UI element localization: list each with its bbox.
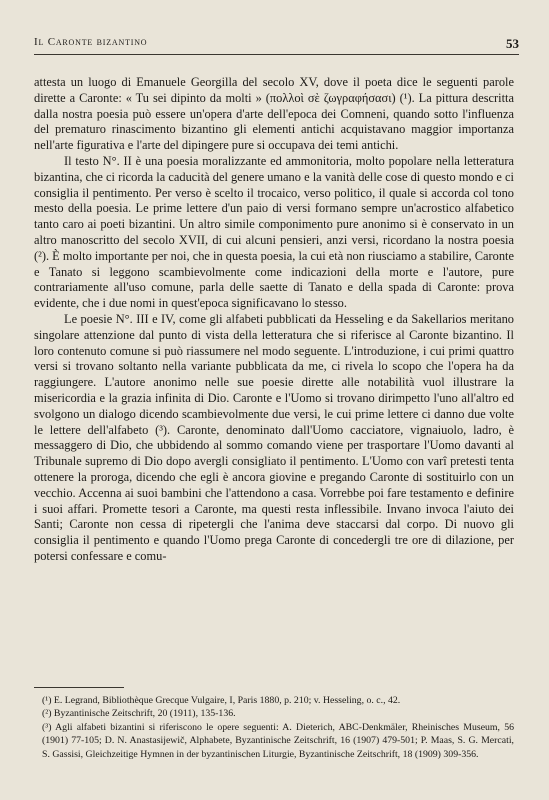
footnote: (³) Agli alfabeti bizantini si riferiscono le opere seguenti: A. Dieterich, ABC-Denkmäler, Rheinisches Museum, 56 (1901) 77-105; D. N. Anastasijewič, Alphabete, Byzantinische Zeitschrift, 16 (1907) 479-501; P. Maas, S. G. Mercati, S. Gassisi, Gleichzeitige Hymnen in der byzantinischen Liturgie, Byzantinische Zeitschrift, 18 (1909) 309-356.	[42, 721, 514, 760]
paragraph: Il testo N°. II è una poesia moralizzante ed ammonitoria, molto popolare nella letteratura bizantina, che ci ricorda la caducità del genere umano e la vanità delle cose di questo mondo e ci consiglia il pentimento. Per verso è scelto il trocaico, verso politico, il quale si accorda col tono mesto della poesia. Le prime lettere d'un paio di versi formano sempre un'acrostico alfabetico tanto caro ai poeti bizantini. Un altro simile componimento pure anonimo si è conservato in un altro manoscritto del secolo XVII, di cui alcuni pensieri, anzi versi, ricordano la nostra poesia (²). È molto importante per noi, che in questa poesia, la cui età non riusciamo a stabilire, Caronte e Tanato si leggono scambievolmente come indicazioni della morte e l'autore, pure contrariamente all'uso comune, parla delle saette di Tanato e della spada di Caronte: prova evidente, che i due nomi in quest'epoca significavano lo stesso.	[34, 153, 514, 311]
running-head: Il Caronte bizantino	[34, 36, 148, 48]
paragraph: Le poesie N°. III e IV, come gli alfabeti pubblicati da Hesseling e da Sakellarios meritano singolare attenzione dal punto di vista della letteratura che si riferisce al Caronte bizantino. Il loro contenuto comune si può riassumere nel modo seguente. L'introduzione, i cui primi quattro versi si trovano soltanto nella variante pubblicata da me, ci rivela lo scopo che l'opera ha da raggiungere. L'autore anonimo nelle sue poesie dirette alle notabilità vuol illustrare la misericordia e la grazia infinita di Dio. Caronte e l'Uomo si trovano dirimpetto l'uno all'altro ed svolgono un dialogo dicendo scambievolmente due versi, le cui prime lettere ci danno due volte le lettere dell'alfabeto (³). Caronte, denominato dall'Uomo cacciatore, vignaiuolo, ladro, è messaggero di Dio, che ubbidendo al sommo comando viene per trasportare l'Uomo davanti al Tribunale supremo di Dio dopo avergli consigliato il pentimento. L'Uomo con varî pretesti tenta ottenere la proroga, dicendo che egli è ancora giovine e pregando Caronte di sostituirlo con un vecchio. Accenna ai suoi bambini che l'attendono a casa. Vorrebbe poi fare testamento e definire i suoi affari. Promette tesori a Caronte, ma questi resta inflessibile. Invano invoca l'aiuto dei Santi; Caronte non cessa di ripetergli che l'anima deve staccarsi dal corpo. Di nuovo gli consiglia il pentimento e quando l'Uomo prega Caronte di concedergli tre ore di dilazione, per potersi confessare e comu-	[34, 311, 514, 563]
paragraph: attesta un luogo di Emanuele Georgilla del secolo XV, dove il poeta dice le seguenti parole dirette a Caronte: « Tu sei dipinto da molti » (πολλοὶ σὲ ζωγραφήσασι) (¹). La pittura descritta dalla nostra poesia può essere un'opera d'arte dell'epoca dei Comneni, quando sotto l'influenza del prematuro rinascimento bizantino gli elementi antichi acquistavano maggior importanza nell'arte figurativa e l'arte del dipingere pure si occupava dei temi antichi.	[34, 75, 514, 153]
footnote-divider	[34, 687, 124, 688]
footnote: (¹) E. Legrand, Bibliothèque Grecque Vulgaire, I, Paris 1880, p. 210; v. Hesseling, o. c., 42.	[42, 695, 401, 706]
page-header	[34, 34, 519, 55]
body-text	[34, 75, 514, 565]
footnote: (²) Byzantinische Zeitschrift, 20 (1911), 135-136.	[42, 708, 236, 720]
footnotes	[34, 694, 514, 761]
page-number: 53	[506, 36, 519, 51]
